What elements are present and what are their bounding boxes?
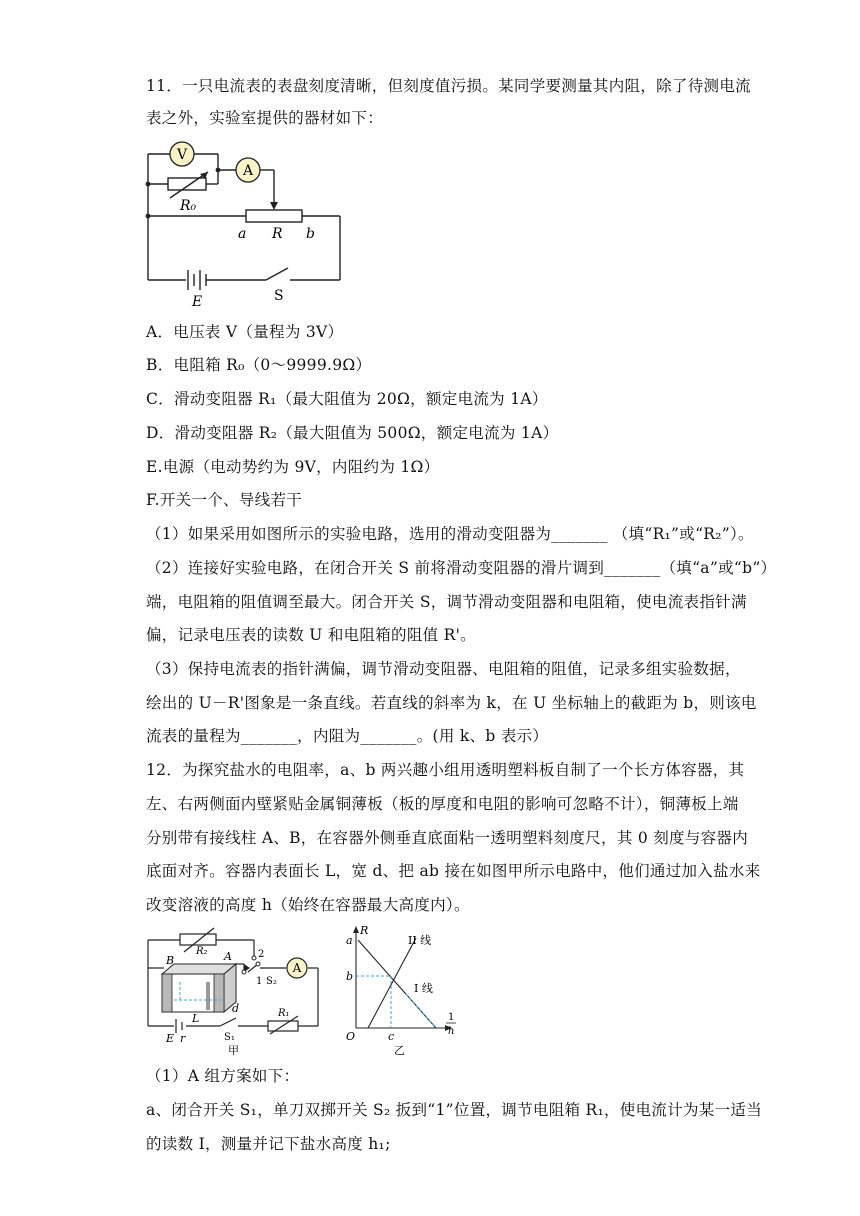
svg-text:A: A (292, 961, 302, 975)
slider-arrow-icon (270, 202, 278, 210)
q11-option-c: C．滑动变阻器 R₁（最大阻值为 20Ω，额定电流为 1A） (146, 390, 548, 408)
svg-text:a: a (346, 934, 353, 947)
svg-text:c: c (388, 1030, 395, 1043)
q11-intro-line2: 表之外，实验室提供的器材如下： (146, 109, 384, 127)
svg-text:R: R (272, 226, 283, 242)
q11-part1: （1）如果采用如图所示的实验电路，选用的滑动变阻器为_______ （填“R₁”或“R₂”）。 (146, 525, 754, 543)
q12-line3: 分别带有接线柱 A、B，在容器外侧垂直底面粘一透明塑料刻度尺，其 0 刻度与容器内 (146, 829, 749, 847)
q12-line2: 左、右两侧面内壁紧贴金属铜薄板（板的厚度和电阻的影响可忽略不计），铜薄板上端 (146, 795, 739, 813)
svg-text:2: 2 (258, 949, 265, 960)
svg-text:S₁: S₁ (224, 1032, 235, 1043)
svg-text:h: h (448, 1026, 455, 1037)
svg-text:S: S (274, 288, 284, 304)
svg-text:S₂: S₂ (266, 976, 277, 987)
svg-text:E: E (166, 1032, 175, 1045)
svg-text:R₁: R₁ (278, 1008, 290, 1019)
svg-text:O: O (346, 1030, 356, 1043)
svg-text:A: A (224, 950, 232, 963)
q11-part2-line2: 端，电阻箱的阻值调至最大。闭合开关 S，调节滑动变阻器和电阻箱，使电流表指针满 (146, 593, 747, 611)
q11-option-a: A．电压表 V（量程为 3V） (146, 323, 344, 341)
q11-option-f: F.开关一个、导线若干 (146, 491, 303, 509)
q12-line1: 12．为探究盐水的电阻率，a、b 两兴趣小组用透明塑料板自制了一个长方体容器，其 (146, 761, 745, 779)
svg-text:A: A (242, 163, 254, 179)
q11-part2-line3: 偏，记录电压表的读数 U 和电阻箱的阻值 R'。 (146, 626, 476, 644)
q12-line5: 改变溶液的高度 h（始终在容器最大高度内）。 (146, 896, 470, 914)
svg-text:R₀: R₀ (180, 198, 197, 214)
q11-option-d: D．滑动变阻器 R₂（最大阻值为 500Ω，额定电流为 1A） (146, 424, 559, 442)
q11-part2-line1: （2）连接好实验电路，在闭合开关 S 前将滑动变阻器的滑片调到_______（填“a”或“b”） (146, 559, 777, 577)
svg-text:b: b (306, 226, 315, 242)
q11-option-e: E.电源（电动势约为 9V，内阻约为 1Ω） (146, 458, 440, 476)
q12-line4: 底面对齐。容器内表面长 L，宽 d、把 ab 接在如图甲所示电路中，他们通过加入盐水来 (146, 862, 761, 880)
svg-text:r: r (180, 1032, 186, 1045)
q11-circuit-figure (140, 140, 350, 308)
q11-part3-line2: 绘出的 U－R'图象是一条直线。若直线的斜率为 k，在 U 坐标轴上的截距为 b，则该电 (146, 694, 757, 712)
svg-text:a: a (238, 226, 247, 242)
svg-text:1: 1 (256, 976, 263, 987)
svg-text:II 线: II 线 (408, 934, 432, 947)
q11-intro-line1: 11．一只电流表的表盘刻度清晰，但刻度值污损。某同学要测量其内阻，除了待测电流 (146, 77, 751, 95)
q12-figure-jia (140, 924, 322, 1058)
q12-section1-title: （1）A 组方案如下： (146, 1067, 300, 1085)
svg-text:R₂: R₂ (196, 946, 208, 957)
q11-part3-line1: （3）保持电流表的指针满偏，调节滑动变阻器、电阻箱的阻值，记录多组实验数据， (146, 660, 741, 678)
svg-text:d: d (232, 1002, 240, 1015)
q12-section1-step-a: a、闭合开关 S₁，单刀双掷开关 S₂ 扳到“1”位置，调节电阻箱 R₁，使电流计为某一适当 (146, 1101, 763, 1119)
svg-text:b: b (346, 970, 354, 983)
svg-text:E: E (192, 294, 203, 308)
q12-section1-step-a-cont: 的读数 I，测量并记下盐水高度 h₁; (146, 1135, 391, 1153)
svg-text:乙: 乙 (394, 1044, 405, 1057)
svg-text:甲: 甲 (228, 1044, 239, 1057)
q12-figure-yi (336, 924, 466, 1058)
svg-text:R: R (360, 924, 369, 937)
svg-text:I 线: I 线 (414, 982, 433, 995)
svg-text:1: 1 (448, 1012, 455, 1023)
svg-text:L: L (192, 1012, 200, 1025)
svg-text:B: B (166, 954, 175, 967)
q11-part3-line3: 流表的量程为_______，内阻为_______。(用 k、b 表示） (146, 727, 549, 745)
svg-text:V: V (176, 147, 188, 163)
q11-option-b: B．电阻箱 R₀（0～9999.9Ω） (146, 356, 372, 374)
